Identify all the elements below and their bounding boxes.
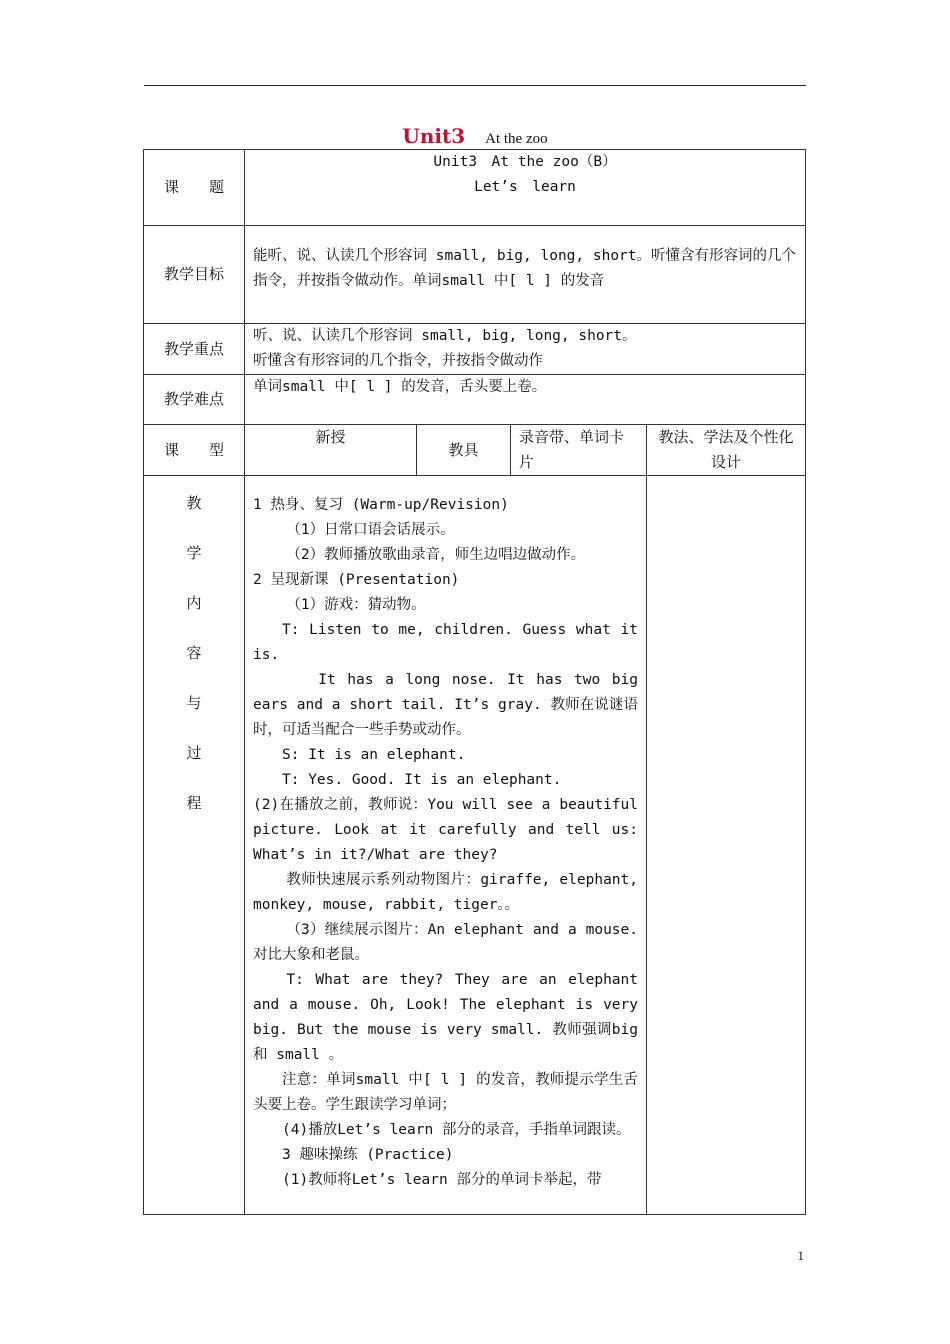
process-label-char: 与 <box>186 694 202 712</box>
type-label: 课 型 <box>144 425 245 476</box>
title-sub: At the zoo <box>485 131 548 147</box>
process-line: （3）继续展示图片：An elephant and a mouse. 对比大象和老鼠。 <box>253 922 638 963</box>
process-line: T: Yes. Good. It is an elephant. <box>282 772 562 788</box>
process-line: T: What are they? They are an elephant and a mouse. Oh, Look! The elephant is very big. But the mouse is very small. 教师强调big和 small 。 <box>253 972 638 1063</box>
row-type <box>144 425 806 476</box>
process-content <box>245 476 647 1215</box>
page-number: 1 <box>797 1248 804 1263</box>
header-rule <box>144 85 806 86</box>
method-label: 教法、学法及个性化设计 <box>647 425 806 476</box>
process-line: (2)在播放之前，教师说：You will see a beautiful picture. Look at it carefully and tell us: What’s in it?/What are they? <box>253 797 638 863</box>
key-line2: 听懂含有形容词的几个指令，并按指令做动作 <box>253 353 543 369</box>
topic-label: 课 题 <box>144 150 245 226</box>
tools-value: 录音带、单词卡片 <box>511 425 647 476</box>
process-line: (4)播放Let’s learn 部分的录音，手指单词跟读。 <box>282 1122 631 1138</box>
process-line: It has a long nose. It has two big ears and a short tail. It’s gray. 教师在说谜语时，可适当配合一些手势或动作。 <box>253 672 638 738</box>
process-line: （1）游戏：猜动物。 <box>286 597 426 613</box>
row-difficulty <box>144 375 806 425</box>
process-label-char: 过 <box>186 744 202 762</box>
difficulty-value: 单词small 中[ l ] 的发音，舌头要上卷。 <box>245 375 806 425</box>
row-key <box>144 324 806 375</box>
goals-label: 教学目标 <box>144 226 245 324</box>
process-label-char: 教 <box>186 494 202 512</box>
topic-line1: Unit3 At the zoo（B） <box>433 154 617 170</box>
row-topic <box>144 150 806 226</box>
tools-label: 教具 <box>417 425 511 476</box>
process-label <box>144 476 245 1215</box>
key-value <box>245 324 806 375</box>
process-line: 2 呈现新课 (Presentation) <box>253 572 460 588</box>
key-line1: 听、说、认读几个形容词 small, big, long, short。 <box>253 328 637 344</box>
type-value: 新授 <box>245 425 417 476</box>
process-line: （1）日常口语会话展示。 <box>286 522 455 538</box>
key-label: 教学重点 <box>144 324 245 375</box>
title-unit: Unit3 <box>402 124 466 148</box>
process-label-char: 学 <box>186 544 202 562</box>
process-line: S: It is an elephant. <box>282 747 466 763</box>
process-label-char: 容 <box>186 644 202 662</box>
process-line: 3 趣味操练 (Practice) <box>282 1147 454 1163</box>
process-line: (1)教师将Let’s learn 部分的单词卡举起，带 <box>282 1172 602 1188</box>
page-title <box>0 124 950 148</box>
process-line: T: Listen to me, children. Guess what it is. <box>253 622 638 663</box>
lesson-plan-table <box>143 149 806 1215</box>
process-label-char: 内 <box>186 594 202 612</box>
process-line: 教师快速展示系列动物图片：giraffe, elephant, monkey, mouse, rabbit, tiger。。 <box>253 872 638 913</box>
row-process <box>144 476 806 1215</box>
row-goals <box>144 226 806 324</box>
process-line: （2）教师播放歌曲录音，师生边唱边做动作。 <box>286 547 586 563</box>
topic-value <box>245 150 806 226</box>
process-notes-cell <box>647 476 806 1215</box>
process-line: 1 热身、复习 (Warm-up/Revision) <box>253 497 509 513</box>
difficulty-label: 教学难点 <box>144 375 245 425</box>
process-label-char: 程 <box>186 794 202 812</box>
process-line: 注意：单词small 中[ l ] 的发音，教师提示学生舌头要上卷。学生跟读学习单词； <box>253 1072 638 1113</box>
topic-line2: Let’s learn <box>474 179 576 195</box>
goals-value: 能听、说、认读几个形容词 small, big, long, short。听懂含有形容词的几个指令，并按指令做动作。单词small 中[ l ] 的发音 <box>245 226 806 324</box>
